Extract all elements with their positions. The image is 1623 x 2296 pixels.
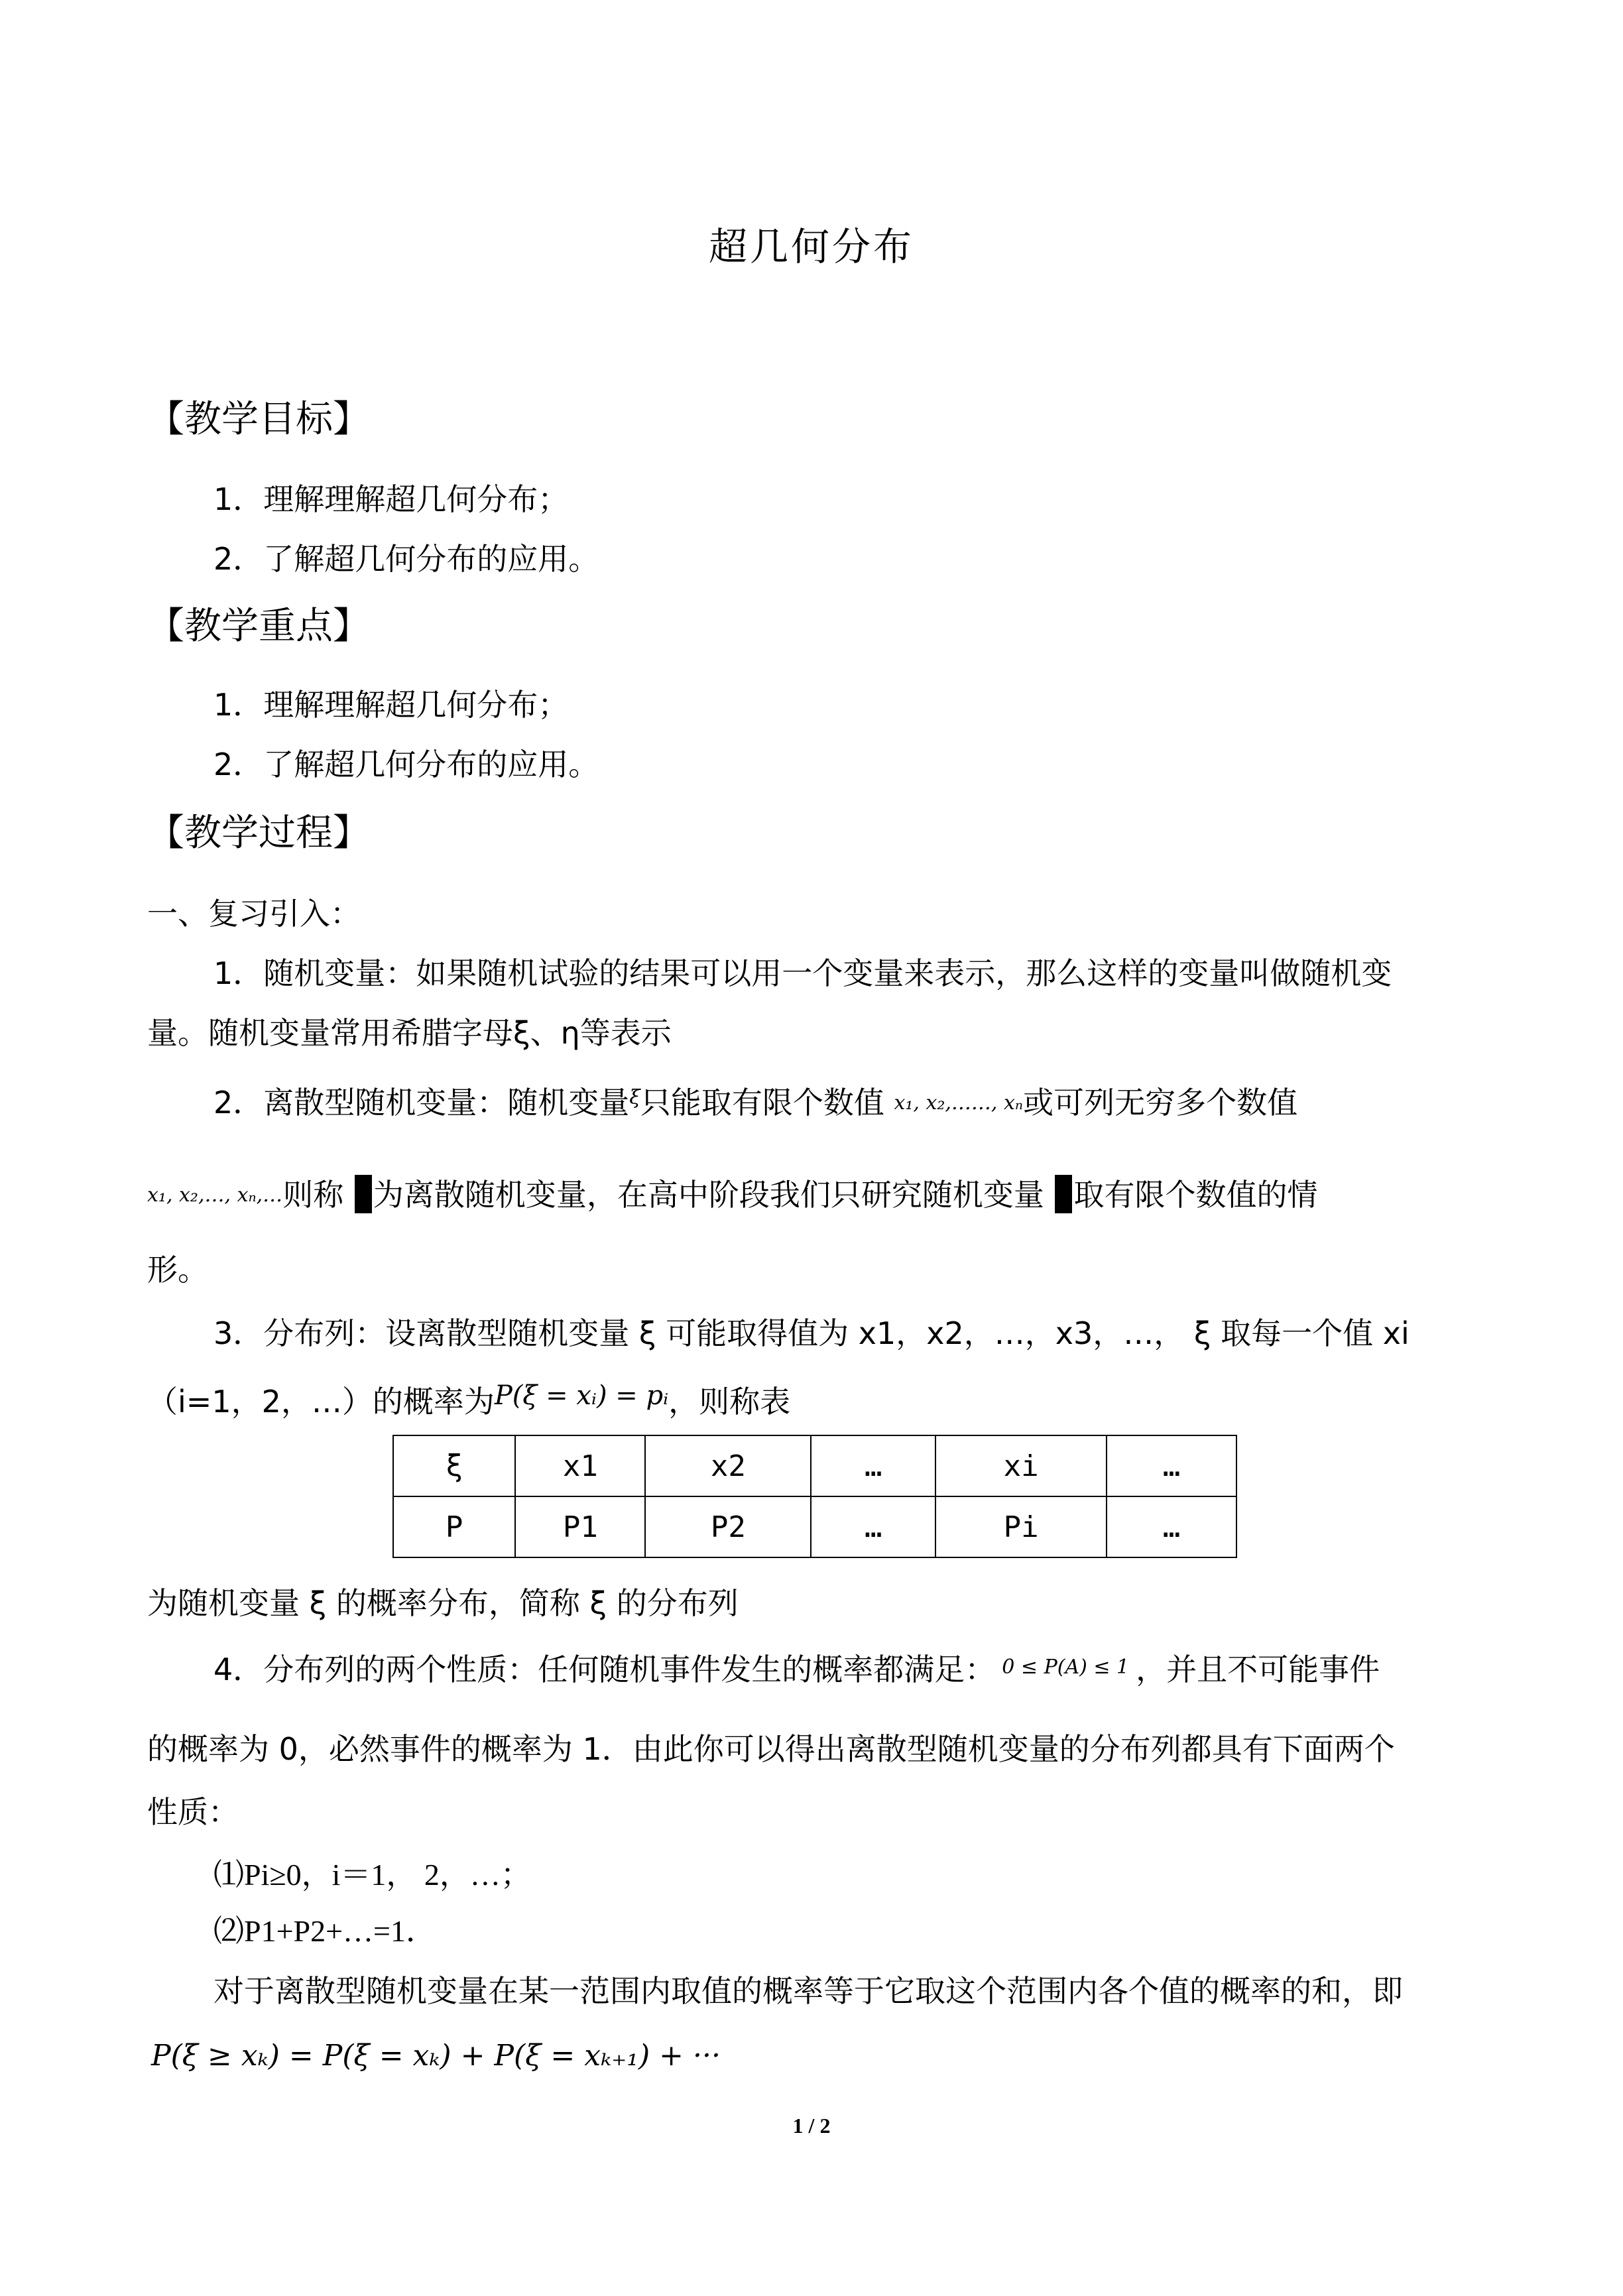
value-sequence-finite: x₁, x₂,……, xₙ xyxy=(894,1091,1024,1115)
value-sequence-infinite: x₁, x₂,…, xₙ,… xyxy=(147,1183,283,1207)
item2-text-f: 取有限个数值的情 xyxy=(1073,1177,1318,1213)
page-title: 超几何分布 xyxy=(708,224,914,269)
property-2: ⑵P1+P2+…=1． xyxy=(213,1914,436,1948)
table-cell: … xyxy=(1107,1435,1236,1496)
section-heading-key-points: 【教学重点】 xyxy=(147,605,370,648)
property-1: ⑴Pi≥0，i＝1， 2，…； xyxy=(213,1858,531,1892)
table-row xyxy=(393,1435,1236,1496)
item2-text-a: 2．离散型随机变量：随机变量 xyxy=(213,1085,630,1120)
review-heading: 一、复习引入： xyxy=(147,896,361,932)
table-cell: Pi xyxy=(935,1496,1107,1557)
xi-symbol: ξ xyxy=(629,1086,640,1109)
table-cell: P2 xyxy=(645,1496,811,1557)
item2-text-c: 或可列无穷多个数值 xyxy=(1023,1085,1298,1120)
section-heading-process: 【教学过程】 xyxy=(147,812,370,855)
after-table-text: 为随机变量 ξ 的概率分布，简称 ξ 的分布列 xyxy=(147,1585,739,1621)
item4-line2: 的概率为 0，必然事件的概率为 1．由此你可以得出离散型随机变量的分布列都具有下面两个 xyxy=(147,1731,1395,1767)
item2-text-d: 则称 xyxy=(282,1177,344,1213)
item2-line3: 形。 xyxy=(147,1252,208,1288)
table-cell: xi xyxy=(935,1435,1107,1496)
section-heading-goals: 【教学目标】 xyxy=(147,398,370,441)
goal-item-1: 1．理解理解超几何分布； xyxy=(213,481,569,517)
goal-item-2: 2．了解超几何分布的应用。 xyxy=(213,541,599,577)
table-cell: x1 xyxy=(515,1435,645,1496)
variable-placeholder-box xyxy=(1055,1175,1072,1213)
table-cell: ξ xyxy=(393,1435,515,1496)
table-cell: … xyxy=(811,1435,935,1496)
item4-line3: 性质： xyxy=(147,1794,239,1830)
item2-line2 xyxy=(147,1175,1317,1213)
item4-text-b: ，并且不可能事件 xyxy=(1136,1652,1380,1687)
item3-text-b: ，则称表 xyxy=(668,1384,791,1420)
table-cell: P1 xyxy=(515,1496,645,1557)
item2-text-b: 只能取有限个数值 xyxy=(640,1085,884,1120)
probability-formula: P(ξ = xᵢ) = pᵢ xyxy=(494,1380,669,1411)
key-item-2: 2．了解超几何分布的应用。 xyxy=(213,747,599,782)
distribution-table xyxy=(392,1435,1237,1558)
table-cell: P xyxy=(393,1496,515,1557)
cumulative-probability-formula xyxy=(151,2039,721,2073)
key-item-1: 1．理解理解超几何分布； xyxy=(213,687,569,723)
item4-text-a: 4．分布列的两个性质：任何随机事件发生的概率都满足： xyxy=(213,1652,996,1687)
item4-line4: 对于离散型随机变量在某一范围内取值的概率等于它取这个范围内各个值的概率的和，即 xyxy=(213,1973,1403,2009)
probability-bounds-formula: 0 ≤ P(A) ≤ 1 xyxy=(1002,1656,1130,1679)
variable-placeholder-box xyxy=(355,1175,372,1213)
item3-line2 xyxy=(147,1380,791,1420)
table-cell: x2 xyxy=(645,1435,811,1496)
table-cell: … xyxy=(811,1496,935,1557)
item2-line1 xyxy=(213,1087,1297,1118)
item3-text-a: （i=1，2，…）的概率为 xyxy=(147,1384,495,1420)
table-cell: … xyxy=(1107,1496,1236,1557)
page-number: 1 / 2 xyxy=(792,2114,831,2138)
table-row xyxy=(393,1496,1236,1557)
item3-line1: 3．分布列：设离散型随机变量 ξ 可能取得值为 x1，x2，…，x3，…， ξ 取每一个值 xi xyxy=(213,1315,1410,1351)
item1-line2: 量。随机变量常用希腊字母ξ、η等表示 xyxy=(147,1015,672,1051)
item1-line1: 1．随机变量：如果随机试验的结果可以用一个变量来表示，那么这样的变量叫做随机变 xyxy=(213,955,1392,991)
formula-text: P(ξ ≥ xₖ) = P(ξ = xₖ) + P(ξ = xₖ₊₁) + ··· xyxy=(151,2039,721,2073)
item4-line1 xyxy=(213,1654,1380,1685)
item2-text-e: 为离散随机变量，在高中阶段我们只研究随机变量 xyxy=(373,1177,1044,1213)
